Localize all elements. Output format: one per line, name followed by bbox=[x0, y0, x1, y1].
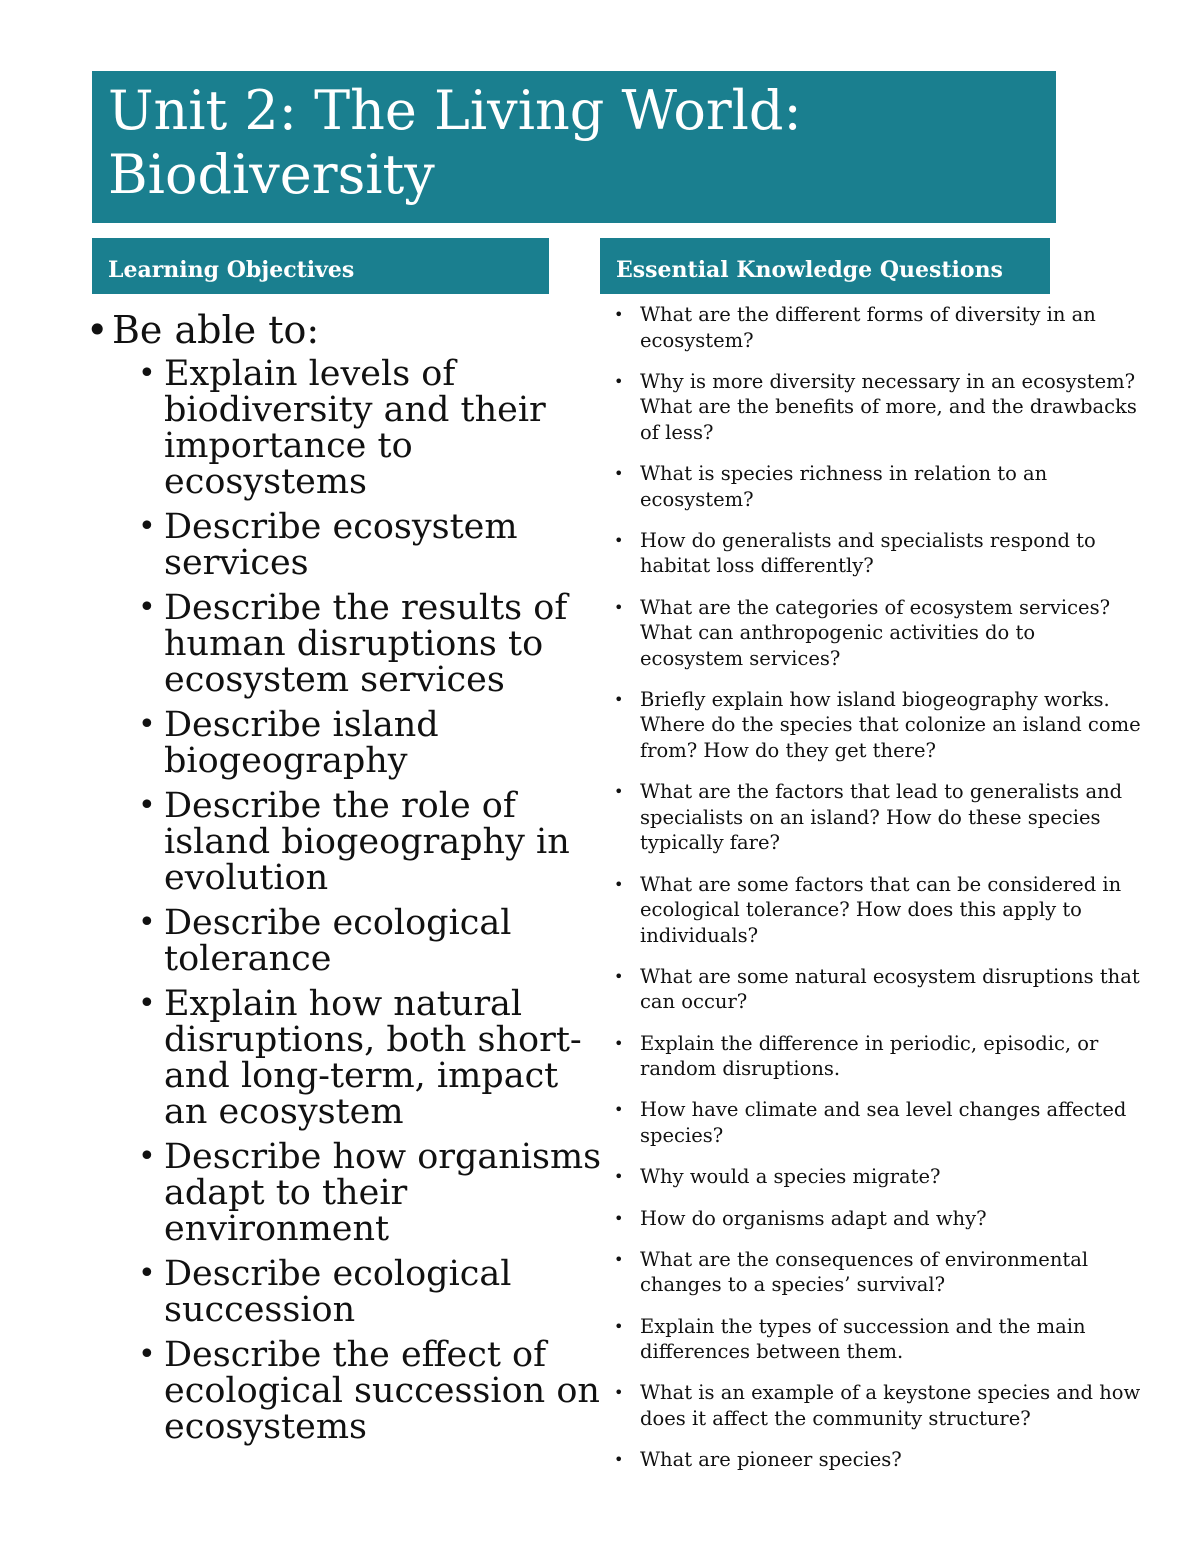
objective-text: Explain levels of biodiversity and their importance to ecosystems bbox=[164, 354, 546, 502]
objective-item bbox=[92, 1337, 602, 1445]
objective-text: Describe the role of island biogeography in evolution bbox=[164, 786, 570, 898]
question-text: How do generalists and specialists respond to habitat loss differently? bbox=[640, 528, 1096, 578]
question-item bbox=[612, 1314, 1142, 1365]
question-text: What are pioneer species? bbox=[640, 1448, 902, 1472]
bullet-icon: • bbox=[86, 308, 109, 352]
objective-item bbox=[92, 788, 602, 896]
question-item bbox=[612, 1206, 1142, 1232]
objective-text: Describe ecosystem services bbox=[164, 507, 518, 583]
objective-text: Describe the effect of ecological succession on ecosystems bbox=[164, 1335, 600, 1447]
bullet-icon: • bbox=[614, 530, 624, 550]
objective-item bbox=[92, 509, 602, 581]
bullet-icon: • bbox=[614, 874, 624, 894]
question-text: Why is more diversity necessary in an ecosystem? What are the benefits of more, and the drawbacks of less? bbox=[640, 369, 1137, 444]
question-item bbox=[612, 779, 1142, 856]
objective-text: Describe ecological succession bbox=[164, 1254, 512, 1330]
question-text: What are the different forms of diversity in an ecosystem? bbox=[640, 303, 1096, 352]
question-item bbox=[612, 369, 1142, 446]
question-text: Explain the difference in periodic, episodic, or random disruptions. bbox=[640, 1031, 1099, 1081]
question-item bbox=[612, 872, 1142, 949]
bullet-icon: • bbox=[614, 1167, 624, 1187]
question-item bbox=[612, 1447, 1142, 1473]
question-text: Explain the types of succession and the main differences between them. bbox=[640, 1314, 1086, 1364]
question-text: What are the categories of ecosystem services? What can anthropogenic activities do to ecosystem services? bbox=[640, 595, 1111, 670]
bullet-icon: • bbox=[614, 1208, 624, 1228]
bullet-icon: • bbox=[138, 707, 156, 742]
learning-objectives-heading: Learning Objectives bbox=[92, 238, 549, 294]
objective-item bbox=[92, 707, 602, 779]
question-item bbox=[612, 302, 1142, 353]
bullet-icon: • bbox=[138, 986, 156, 1021]
question-text: What are the consequences of environmental changes to a species’ survival? bbox=[640, 1247, 1089, 1297]
objective-text: Describe ecological tolerance bbox=[164, 903, 512, 979]
bullet-icon: • bbox=[614, 689, 624, 709]
bullet-icon: • bbox=[138, 356, 156, 391]
title-line-1: Unit 2: The Living World: bbox=[108, 79, 802, 142]
question-item bbox=[612, 595, 1142, 672]
question-item bbox=[612, 687, 1142, 764]
question-text: What are the factors that lead to generalists and specialists on an island? How do these species typically fare? bbox=[640, 780, 1123, 855]
objective-text: Describe the results of human disruptions to ecosystem services bbox=[164, 588, 568, 700]
bullet-icon: • bbox=[614, 1383, 624, 1403]
bullet-icon: • bbox=[138, 1139, 156, 1174]
objective-text: Explain how natural disruptions, both short- and long-term, impact an ecosystem bbox=[164, 984, 582, 1132]
objective-item bbox=[92, 1256, 602, 1328]
objective-text: Describe island biogeography bbox=[164, 705, 439, 781]
objective-item bbox=[92, 356, 602, 500]
question-text: How have climate and sea level changes affected species? bbox=[640, 1098, 1127, 1147]
bullet-icon: • bbox=[614, 597, 624, 617]
bullet-icon: • bbox=[138, 590, 156, 625]
question-item bbox=[612, 1247, 1142, 1298]
objective-item bbox=[92, 905, 602, 977]
bullet-icon: • bbox=[138, 905, 156, 940]
objective-item bbox=[92, 590, 602, 698]
question-text: How do organisms adapt and why? bbox=[640, 1206, 987, 1230]
bullet-icon: • bbox=[614, 1249, 624, 1269]
question-item bbox=[612, 461, 1142, 512]
question-text: Briefly explain how island biogeography works. Where do the species that colonize an island come from? How do they get there? bbox=[640, 687, 1141, 762]
learning-objectives-section bbox=[86, 308, 602, 1454]
question-item bbox=[612, 1097, 1142, 1148]
objective-item bbox=[92, 986, 602, 1130]
question-text: What are some factors that can be considered in ecological tolerance? How does this apply to individuals? bbox=[640, 872, 1122, 947]
question-item bbox=[612, 1380, 1142, 1431]
bullet-icon: • bbox=[614, 966, 624, 986]
bullet-icon: • bbox=[614, 1033, 624, 1053]
bullet-icon: • bbox=[138, 788, 156, 823]
title-line-2: Biodiversity bbox=[108, 143, 435, 206]
bullet-icon: • bbox=[614, 371, 624, 391]
question-text: Why would a species migrate? bbox=[640, 1165, 941, 1189]
objective-text: Describe how organisms adapt to their environment bbox=[164, 1137, 602, 1249]
question-text: What is species richness in relation to an ecosystem? bbox=[640, 462, 1048, 511]
objectives-lead bbox=[86, 308, 602, 352]
question-item bbox=[612, 1031, 1142, 1082]
essential-questions-heading: Essential Knowledge Questions bbox=[600, 238, 1050, 294]
essential-questions-list bbox=[612, 302, 1142, 1489]
question-item bbox=[612, 1164, 1142, 1190]
bullet-icon: • bbox=[138, 1337, 156, 1372]
bullet-icon: • bbox=[614, 464, 624, 484]
objective-item bbox=[92, 1139, 602, 1247]
question-text: What are some natural ecosystem disruptions that can occur? bbox=[640, 964, 1140, 1014]
objectives-list bbox=[92, 356, 602, 1445]
question-item bbox=[612, 528, 1142, 579]
title-banner bbox=[92, 71, 1056, 223]
page-title bbox=[108, 79, 1040, 207]
bullet-icon: • bbox=[138, 509, 156, 544]
bullet-icon: • bbox=[614, 1450, 624, 1470]
bullet-icon: • bbox=[614, 782, 624, 802]
question-text: What is an example of a keystone species and how does it affect the community structure? bbox=[640, 1381, 1141, 1430]
question-item bbox=[612, 964, 1142, 1015]
objectives-lead-text: Be able to: bbox=[112, 308, 320, 352]
bullet-icon: • bbox=[138, 1256, 156, 1291]
bullet-icon: • bbox=[614, 1316, 624, 1336]
bullet-icon: • bbox=[614, 1100, 624, 1120]
bullet-icon: • bbox=[614, 305, 624, 324]
